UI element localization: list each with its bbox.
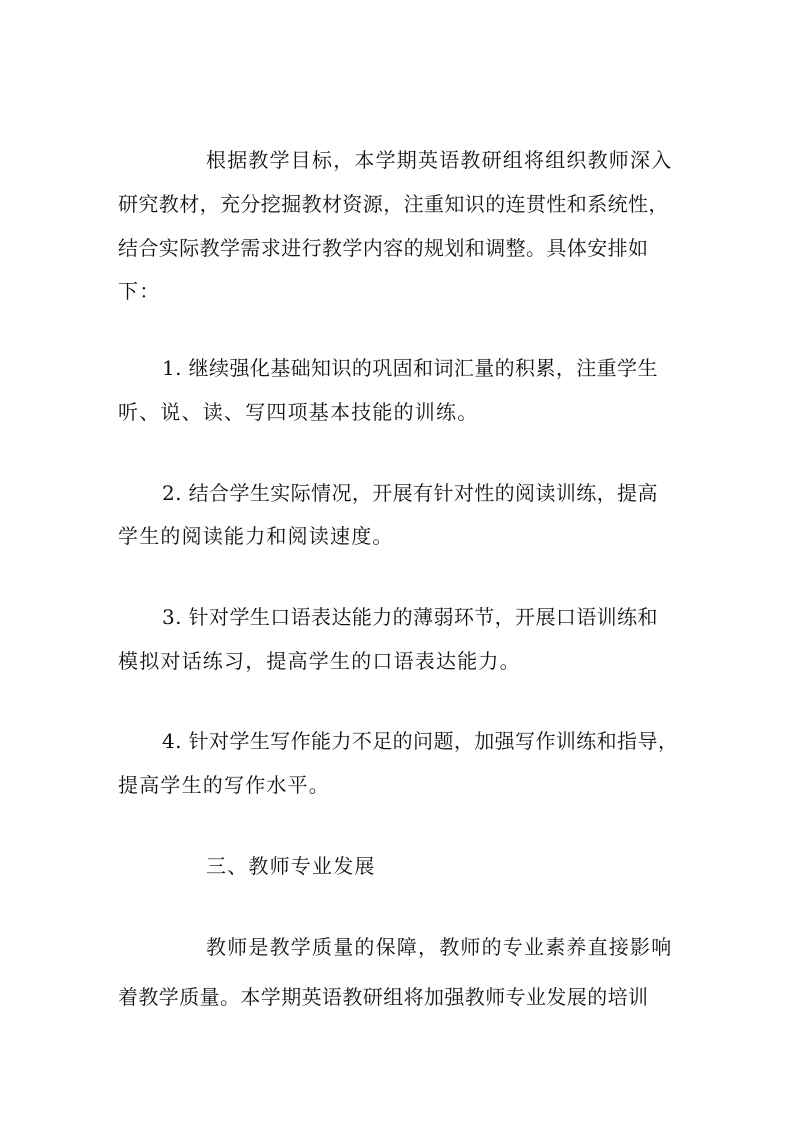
item-2-line-1: 2. 结合学生实际情况，开展有针对性的阅读训练，提高 bbox=[162, 481, 658, 505]
intro-line-3: 结合实际教学需求进行教学内容的规划和调整。具体安排如 bbox=[118, 236, 649, 260]
item-3-line-1: 3. 针对学生口语表达能力的薄弱环节，开展口语训练和 bbox=[162, 605, 658, 629]
item-4-line-2: 提高学生的写作水平。 bbox=[118, 773, 330, 797]
intro-line-1: 根据教学目标，本学期英语教研组将组织教师深入 bbox=[206, 148, 673, 172]
item-2-line-2: 学生的阅读能力和阅读速度。 bbox=[118, 524, 394, 548]
intro-line-4: 下： bbox=[118, 279, 161, 303]
item-1-line-2: 听、说、读、写四项基本技能的训练。 bbox=[118, 400, 479, 424]
item-4-line-1: 4. 针对学生写作能力不足的问题，加强写作训练和指导， bbox=[162, 729, 679, 753]
section-heading: 三、教师专业发展 bbox=[206, 854, 376, 878]
intro-line-2: 研究教材，充分挖掘教材资源，注重知识的连贯性和系统性， bbox=[118, 192, 669, 216]
item-1-line-1: 1. 继续强化基础知识的巩固和词汇量的积累，注重学生 bbox=[162, 356, 658, 380]
section-line-2: 着教学质量。本学期英语教研组将加强教师专业发展的培训 bbox=[118, 985, 649, 1009]
item-3-line-2: 模拟对话练习，提高学生的口语表达能力。 bbox=[118, 649, 521, 673]
section-line-1: 教师是教学质量的保障，教师的专业素养直接影响 bbox=[206, 935, 673, 959]
